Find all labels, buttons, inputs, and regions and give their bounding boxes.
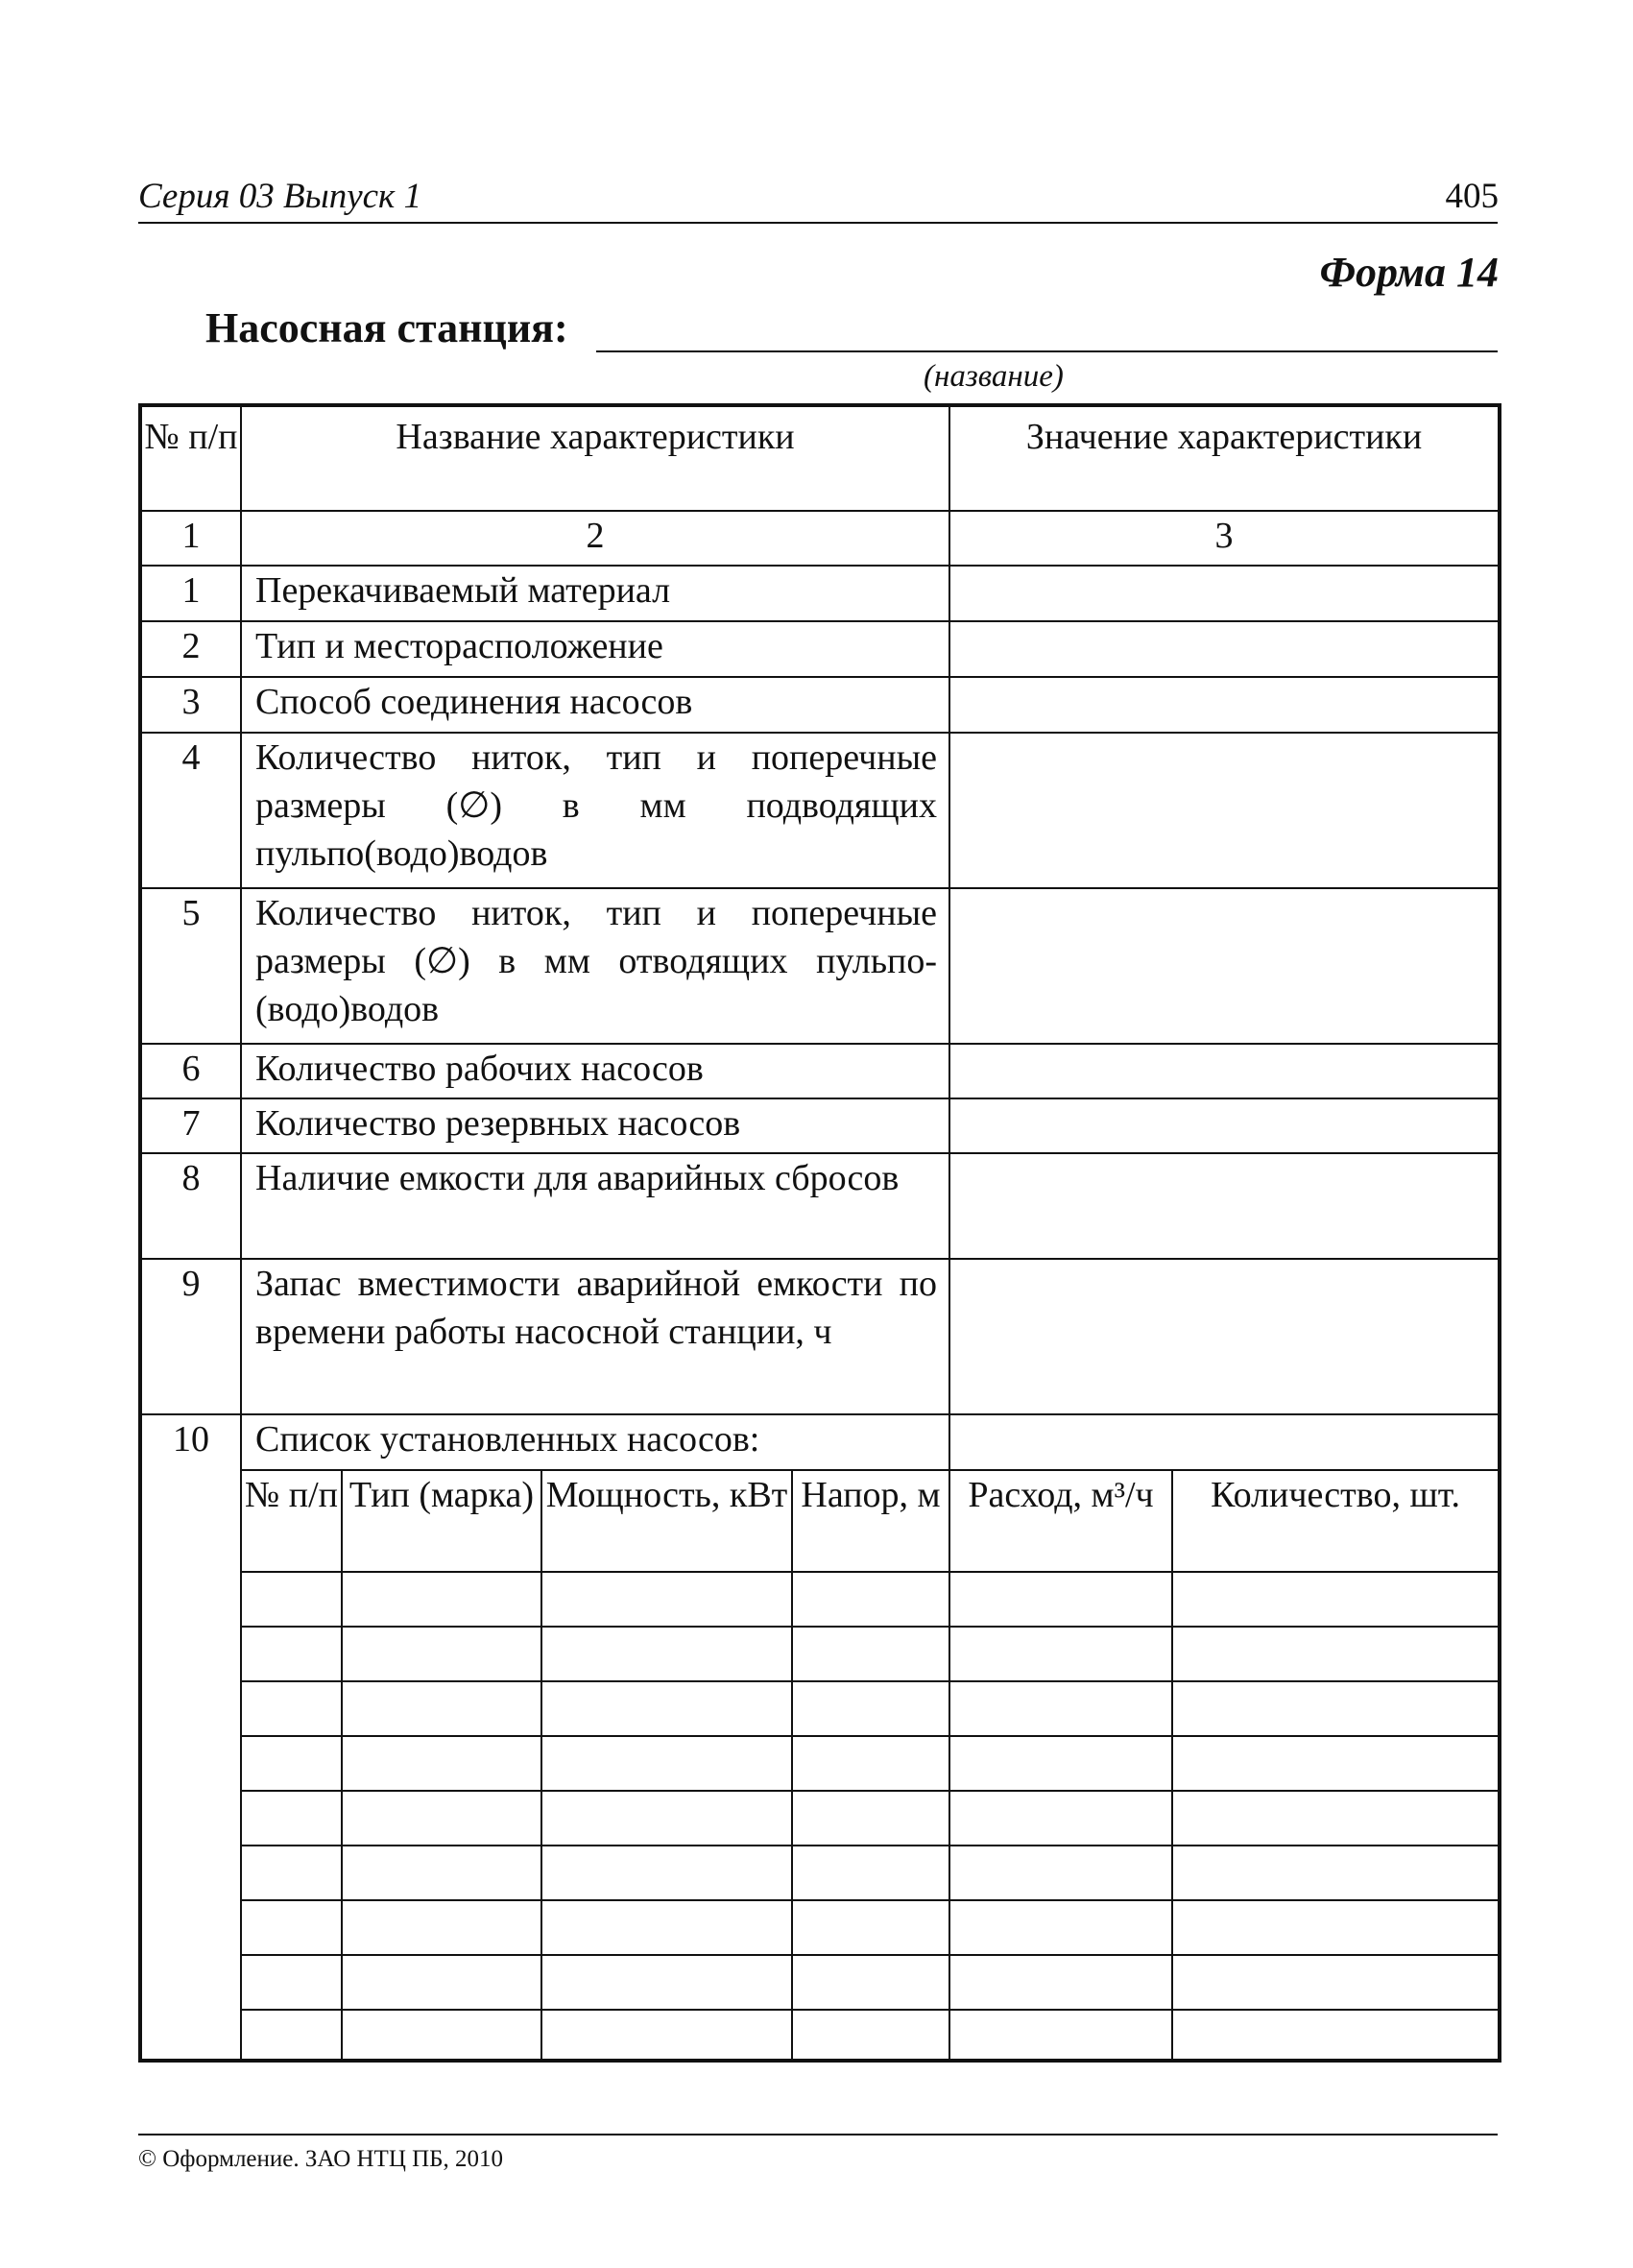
pumps-col-type: Тип (марка) xyxy=(342,1470,541,1572)
pump-cell[interactable] xyxy=(241,1681,342,1736)
page-number: 405 xyxy=(1445,177,1499,216)
row-name: Количество резервных насосов xyxy=(241,1098,949,1153)
pumps-col-num: № п/п xyxy=(241,1470,342,1572)
header-num: № п/п xyxy=(140,405,241,511)
pump-cell[interactable] xyxy=(1172,1627,1500,1681)
pump-cell[interactable] xyxy=(541,1627,792,1681)
pump-cell[interactable] xyxy=(342,1955,541,2010)
pump-row xyxy=(140,1572,1500,1627)
pump-cell[interactable] xyxy=(541,1736,792,1791)
pump-cell[interactable] xyxy=(241,1736,342,1791)
pump-cell[interactable] xyxy=(241,1572,342,1627)
row-number: 4 xyxy=(140,733,241,888)
pump-cell[interactable] xyxy=(792,1681,949,1736)
pump-cell[interactable] xyxy=(342,1791,541,1846)
pump-cell[interactable] xyxy=(949,1572,1172,1627)
row-name: Тип и месторасположение xyxy=(241,621,949,677)
pump-cell[interactable] xyxy=(241,1900,342,1955)
pumps-col-head: Напор, м xyxy=(792,1470,949,1572)
copyright-text: © Оформление. ЗАО НТЦ ПБ, 2010 xyxy=(138,2146,504,2172)
pump-cell[interactable] xyxy=(1172,1900,1500,1955)
pump-cell[interactable] xyxy=(1172,1846,1500,1900)
pump-row xyxy=(140,1791,1500,1846)
pumps-title-row xyxy=(140,1414,1500,1470)
pumps-col-count: Количество, шт. xyxy=(1172,1470,1500,1572)
characteristics-table xyxy=(138,403,1501,2063)
pump-row xyxy=(140,1846,1500,1900)
row-number: 10 xyxy=(140,1414,241,2061)
table-header-row xyxy=(140,405,1500,511)
table-row xyxy=(140,1259,1500,1414)
pump-cell[interactable] xyxy=(792,1627,949,1681)
table-row xyxy=(140,888,1500,1044)
column-number: 3 xyxy=(949,511,1500,566)
header-divider xyxy=(138,222,1498,224)
row-value-cell[interactable] xyxy=(949,1414,1500,1470)
pumps-col-power: Мощность, кВт xyxy=(541,1470,792,1572)
row-number: 2 xyxy=(140,621,241,677)
row-number: 1 xyxy=(140,566,241,621)
pump-cell[interactable] xyxy=(949,1627,1172,1681)
table-row xyxy=(140,1044,1500,1098)
pump-cell[interactable] xyxy=(541,1846,792,1900)
pump-cell[interactable] xyxy=(342,2010,541,2061)
pump-cell[interactable] xyxy=(342,1627,541,1681)
pump-cell[interactable] xyxy=(342,1900,541,1955)
pumps-header-row xyxy=(140,1470,1500,1572)
column-numbers-row xyxy=(140,511,1500,566)
pump-cell[interactable] xyxy=(541,1572,792,1627)
row-number: 6 xyxy=(140,1044,241,1098)
pump-cell[interactable] xyxy=(792,1572,949,1627)
pump-cell[interactable] xyxy=(342,1736,541,1791)
table-row xyxy=(140,566,1500,621)
pump-cell[interactable] xyxy=(949,2010,1172,2061)
row-value-cell[interactable] xyxy=(949,621,1500,677)
table-row xyxy=(140,1153,1500,1259)
pump-cell[interactable] xyxy=(241,2010,342,2061)
row-number: 8 xyxy=(140,1153,241,1259)
row-number: 5 xyxy=(140,888,241,1044)
pump-cell[interactable] xyxy=(792,1900,949,1955)
station-label: Насосная станция: xyxy=(205,304,568,351)
pump-cell[interactable] xyxy=(792,1846,949,1900)
row-number: 9 xyxy=(140,1259,241,1414)
row-name: Наличие емкости для аварийных сбросов xyxy=(241,1153,949,1259)
row-name: Запас вместимости аварийной емкости по времени работы насосной станции, ч xyxy=(241,1259,949,1414)
header-value: Значение характеристики xyxy=(949,405,1500,511)
form-label: Форма 14 xyxy=(1319,249,1499,296)
pumps-title: Список установленных насосов: xyxy=(241,1414,949,1470)
pump-cell[interactable] xyxy=(541,1791,792,1846)
row-value-cell[interactable] xyxy=(949,733,1500,888)
pump-cell[interactable] xyxy=(792,1955,949,2010)
row-name: Способ соединения насосов xyxy=(241,677,949,733)
pump-cell[interactable] xyxy=(949,1955,1172,2010)
station-name-line xyxy=(596,350,1498,352)
row-name: Перекачиваемый материал xyxy=(241,566,949,621)
pump-row xyxy=(140,1955,1500,2010)
pump-cell[interactable] xyxy=(241,1627,342,1681)
row-name: Количество рабочих насосов xyxy=(241,1044,949,1098)
pump-cell[interactable] xyxy=(241,1846,342,1900)
table-row xyxy=(140,621,1500,677)
row-value-cell[interactable] xyxy=(949,566,1500,621)
pump-row xyxy=(140,1900,1500,1955)
pump-cell[interactable] xyxy=(541,1681,792,1736)
pump-cell[interactable] xyxy=(949,1736,1172,1791)
pump-cell[interactable] xyxy=(949,1681,1172,1736)
pump-cell[interactable] xyxy=(1172,1681,1500,1736)
station-name-caption: (название) xyxy=(924,359,1064,394)
pump-row xyxy=(140,1627,1500,1681)
pumps-col-flow: Расход, м³/ч xyxy=(949,1470,1172,1572)
pump-cell[interactable] xyxy=(342,1681,541,1736)
pump-cell[interactable] xyxy=(1172,1955,1500,2010)
pump-cell[interactable] xyxy=(1172,1736,1500,1791)
table-row xyxy=(140,1098,1500,1153)
header-name: Название характеристики xyxy=(241,405,949,511)
column-number: 1 xyxy=(140,511,241,566)
pump-cell[interactable] xyxy=(342,1846,541,1900)
row-value-cell[interactable] xyxy=(949,888,1500,1044)
pump-cell[interactable] xyxy=(792,2010,949,2061)
pump-cell[interactable] xyxy=(241,1791,342,1846)
pump-cell[interactable] xyxy=(1172,1572,1500,1627)
row-number: 3 xyxy=(140,677,241,733)
pump-cell[interactable] xyxy=(949,1846,1172,1900)
column-number: 2 xyxy=(241,511,949,566)
pump-cell[interactable] xyxy=(792,1791,949,1846)
footer-divider xyxy=(138,2134,1498,2135)
table-row xyxy=(140,733,1500,888)
row-value-cell[interactable] xyxy=(949,1259,1500,1414)
row-value-cell[interactable] xyxy=(949,1044,1500,1098)
row-value-cell[interactable] xyxy=(949,1153,1500,1259)
pump-row xyxy=(140,2010,1500,2061)
pump-cell[interactable] xyxy=(541,2010,792,2061)
pump-cell[interactable] xyxy=(541,1955,792,2010)
pump-cell[interactable] xyxy=(792,1736,949,1791)
row-value-cell[interactable] xyxy=(949,677,1500,733)
row-name: Количество ниток, тип и поперечные размеры (∅) в мм отводящих пульпо-(водо)водов xyxy=(241,888,949,1044)
pump-cell[interactable] xyxy=(949,1900,1172,1955)
pump-row xyxy=(140,1736,1500,1791)
pump-cell[interactable] xyxy=(342,1572,541,1627)
pump-row xyxy=(140,1681,1500,1736)
row-name: Количество ниток, тип и поперечные размеры (∅) в мм подводящих пульпо(водо)водов xyxy=(241,733,949,888)
pump-cell[interactable] xyxy=(1172,2010,1500,2061)
pump-cell[interactable] xyxy=(949,1791,1172,1846)
pump-cell[interactable] xyxy=(541,1900,792,1955)
pump-cell[interactable] xyxy=(1172,1791,1500,1846)
row-value-cell[interactable] xyxy=(949,1098,1500,1153)
series-label: Серия 03 Выпуск 1 xyxy=(138,177,422,216)
row-number: 7 xyxy=(140,1098,241,1153)
table-row xyxy=(140,677,1500,733)
pump-cell[interactable] xyxy=(241,1955,342,2010)
